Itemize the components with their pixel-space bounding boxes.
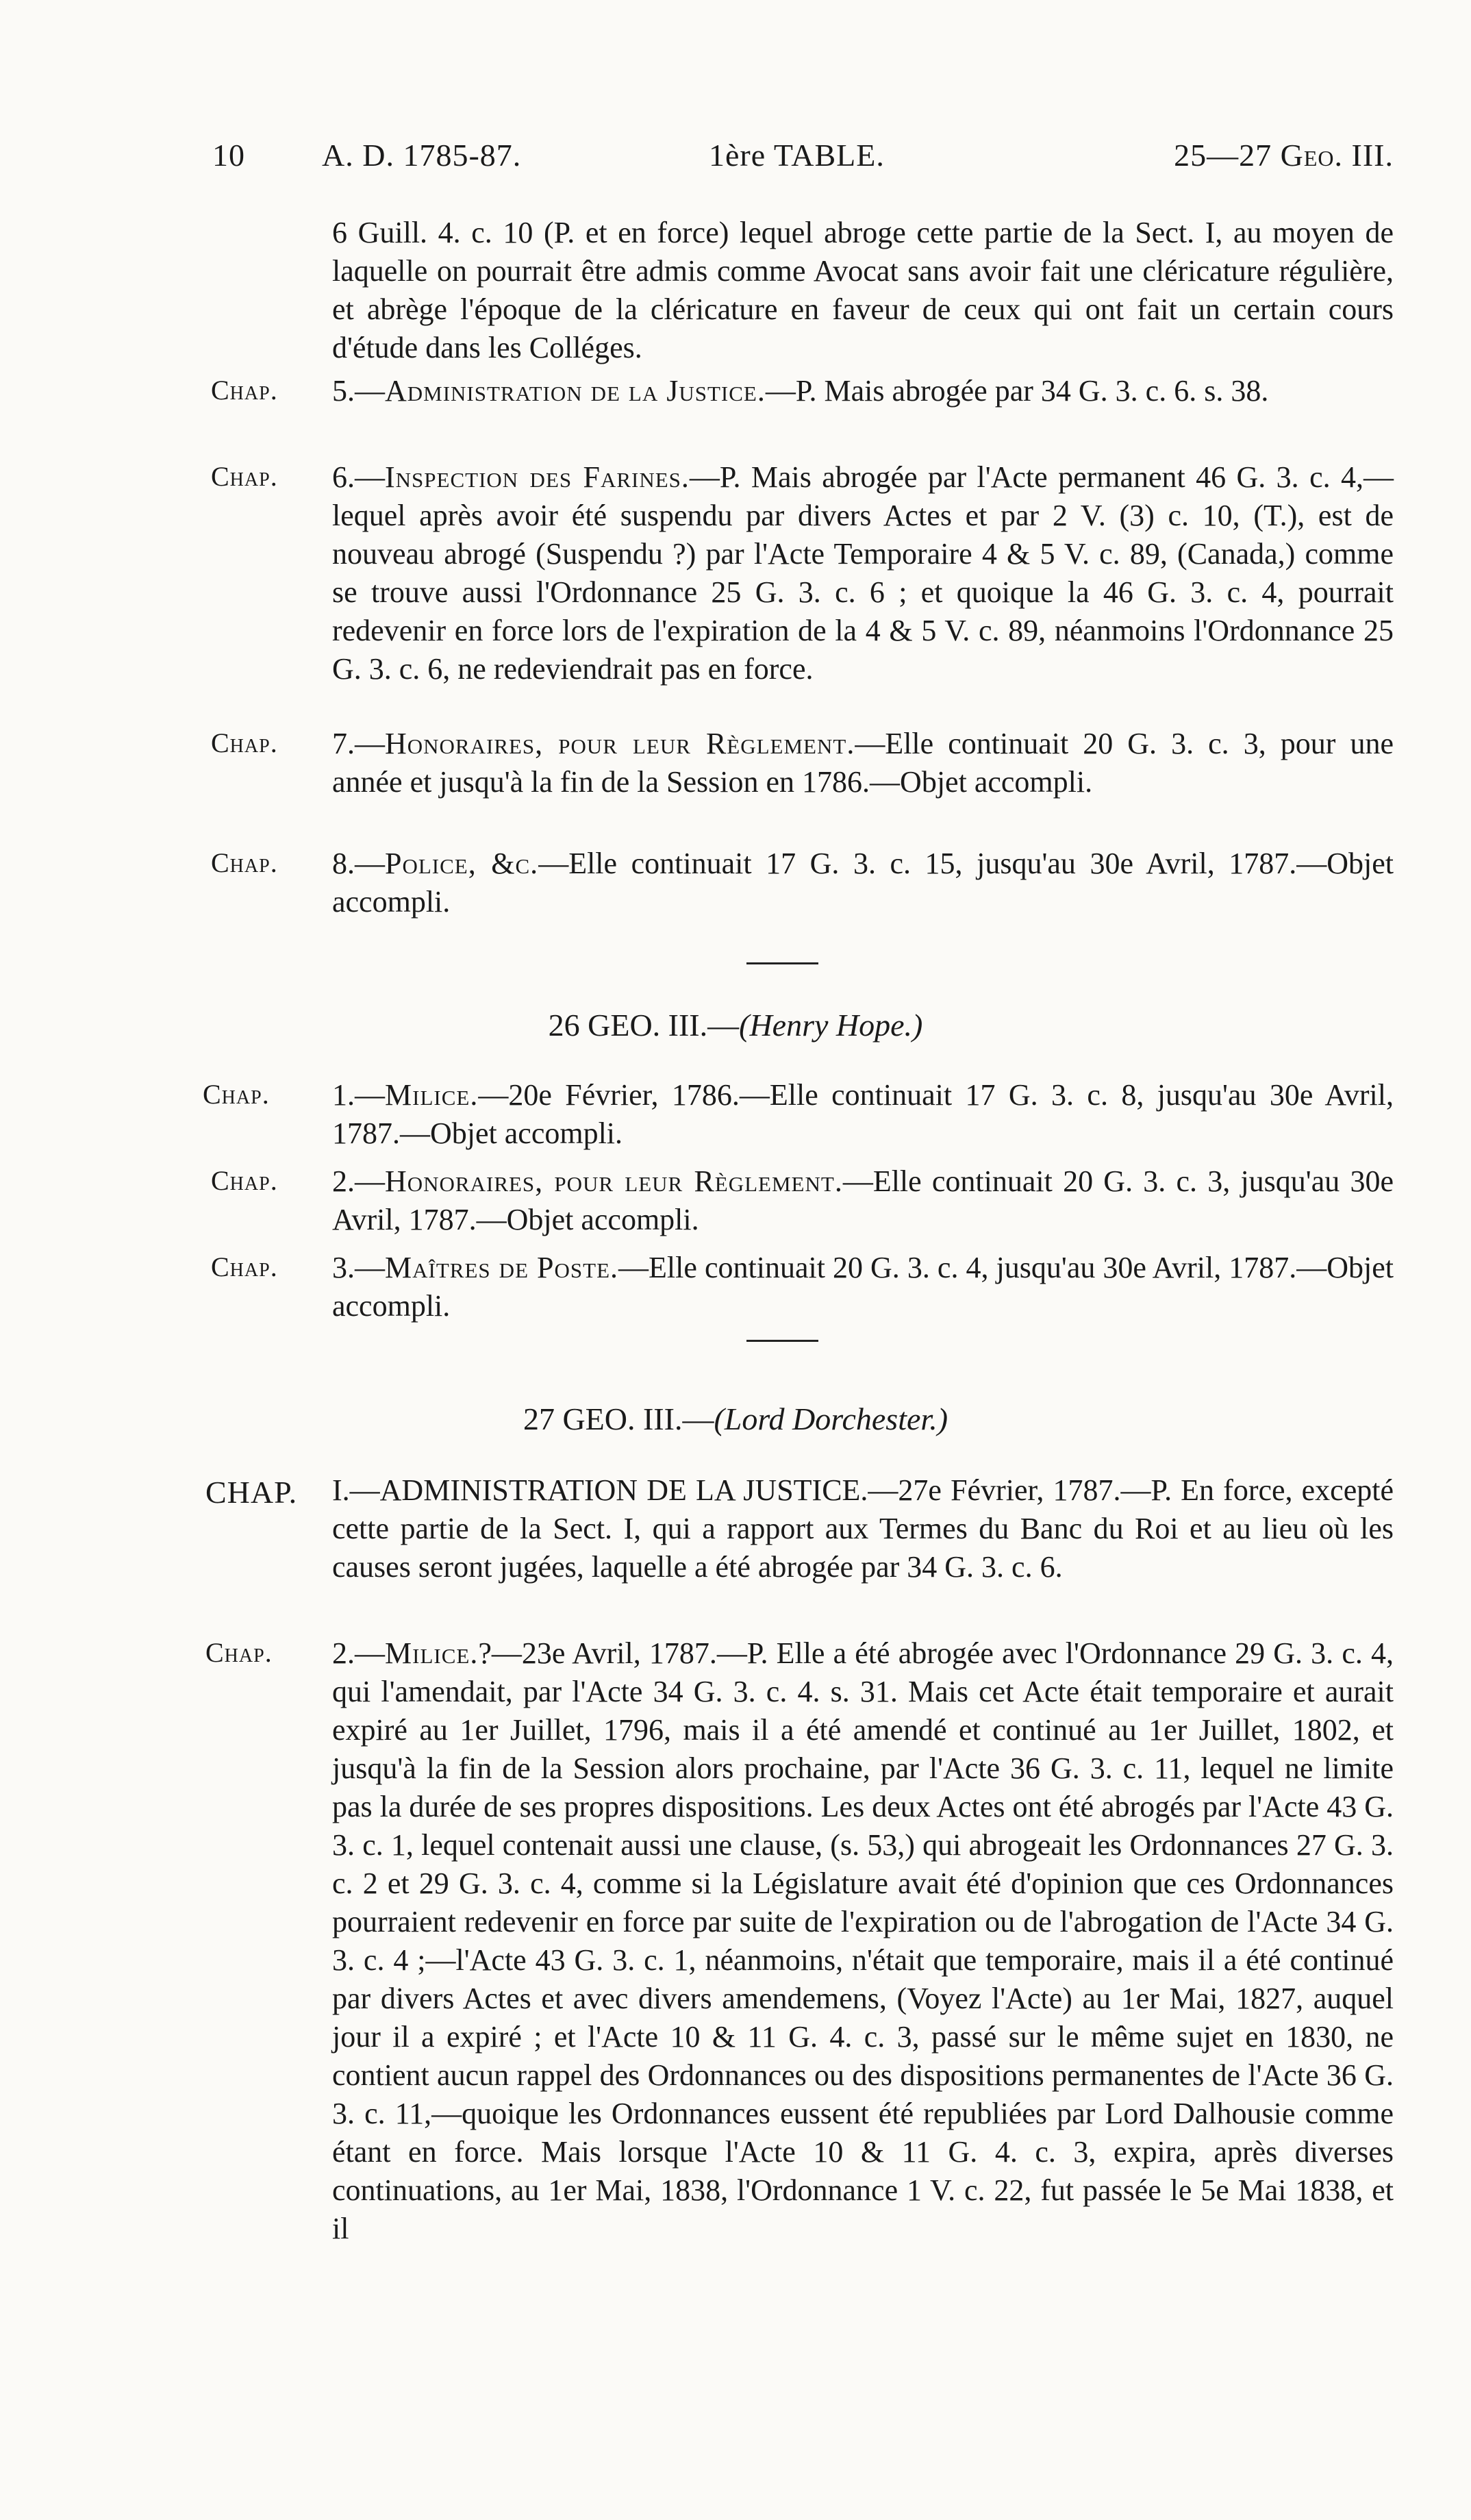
entry-25-5 (332, 372, 1394, 410)
entry-25-8 (332, 845, 1394, 921)
entry-title: Maîtres de Poste. (385, 1251, 619, 1284)
entry-number: 2.— (332, 1636, 385, 1670)
reign-year: 26 GEO. III.— (548, 1008, 740, 1043)
entry-number: 5.— (332, 374, 385, 408)
entry-text: —P. Mais abrogée par 34 G. 3. c. 6. s. 38. (765, 374, 1269, 408)
header-reign: 25—27 Geo. III. (1174, 138, 1394, 173)
entry-text: —20e Février, 1786.—Elle continuait 17 G. 3. c. 8, jusqu'au 30e Avril, 1787.—Objet accompli. (332, 1078, 1394, 1150)
chap-label: Chap. (211, 375, 278, 406)
reign-year: 27 GEO. III.— (523, 1401, 714, 1436)
chap-label: Chap. (211, 461, 278, 492)
chap-label: Chap. (211, 1251, 278, 1282)
entry-number: I.— (332, 1473, 380, 1507)
entry-title: Honoraires, pour leur Règlement. (385, 1164, 843, 1198)
entry-title: Inspection des Farines. (385, 460, 690, 494)
entry-25-6 (332, 458, 1394, 688)
running-header (212, 137, 1394, 178)
entry-27-1 (332, 1471, 1394, 1586)
entry-number: 8.— (332, 847, 385, 880)
entry-title: Milice. (385, 1078, 479, 1112)
entry-title: Milice. (385, 1636, 479, 1670)
entry-text: —Elle continuait 17 G. 3. c. 15, jusqu'au 30e Avril, 1787.—Objet accompli. (332, 847, 1394, 919)
entry-27-2 (332, 1634, 1394, 2248)
chap-label: Chap. (211, 847, 278, 878)
section-27-title (0, 1401, 1471, 1437)
entry-26-1 (332, 1076, 1394, 1153)
entry-number: 7.— (332, 727, 385, 760)
entry-title: Administration de la Justice. (385, 374, 766, 408)
entry-title: Honoraires, pour leur Règlement. (385, 727, 855, 760)
chap-label: Chap. (211, 727, 278, 758)
chap-label: Chap. (205, 1637, 273, 1668)
page-number: 10 (212, 138, 245, 173)
entry-title: Police, &c. (385, 847, 539, 880)
section-divider (746, 1340, 818, 1342)
section-26-title (0, 1007, 1471, 1043)
entry-25-7 (332, 725, 1394, 801)
entry-number: 6.— (332, 460, 385, 494)
entry-text: —Elle continuait 20 G. 3. c. 3, jusqu'au 30e Avril, 1787.—Objet accompli. (332, 1164, 1394, 1236)
header-table-title: 1ère TABLE. (709, 138, 885, 173)
entry-text: —Elle continuait 20 G. 3. c. 4, jusqu'au 30e Avril, 1787.—Objet accompli. (332, 1251, 1394, 1323)
governor-name: (Henry Hope.) (739, 1008, 923, 1043)
intro-paragraph: 6 Guill. 4. c. 10 (P. et en force) lequel abroge cette partie de la Sect. I, au moyen de laquelle on pourrait être admis comme Avocat sans avoir fait une cléricature régulière, et abrège l'époque de la cléricature en faveur de ceux qui ont fait un certain cours d'étude dans les Colléges. (332, 216, 1394, 364)
chap-label: CHAP. (205, 1475, 298, 1510)
entry-text: —Elle continuait 20 G. 3. c. 3, pour une année et jusqu'à la fin de la Session en 1786.—Objet accompli. (332, 727, 1394, 799)
chap-label: Chap. (203, 1079, 270, 1110)
chap-label: Chap. (211, 1165, 278, 1196)
entry-number: 3.— (332, 1251, 385, 1284)
entry-title: ADMINISTRATION DE LA JUSTICE. (379, 1473, 868, 1507)
entry-text: —P. Mais abrogée par l'Acte permanent 46 G. 3. c. 4,—lequel après avoir été suspendu par divers Actes et par 2 V. (3) c. 10, (T.), est de nouveau abrogé (Suspendu ?) par l'Acte Temporaire 4 & 5 V. c. 89, (Canada,) comme se trouve aussi l'Ordonnance 25 G. 3. c. 6 ; et quoique la 46 G. 3. c. 4, pourrait redevenir en force lors de l'expiration de la 4 & 5 V. c. 89, néanmoins l'Ordonnance 25 G. 3. c. 6, ne redeviendrait pas en force. (332, 460, 1394, 686)
entry-number: 1.— (332, 1078, 385, 1112)
entry-text: ?—23e Avril, 1787.—P. Elle a été abrogée avec l'Ordonnance 29 G. 3. c. 4, qui l'amendait, par l'Acte 34 G. 3. c. 4. s. 31. Mais cet Acte était temporaire et aurait expiré au 1er Juillet, 1796, mais il a été amendé et continué au 1er Juillet, 1802, et jusqu'à la fin de la Session alors prochaine, par l'Acte 36 G. 3. c. 11, lequel ne limite pas la durée de ses propres dispositions. Les deux Actes ont été abrogés par l'Acte 43 G. 3. c. 1, lequel contenait aussi une clause, (s. 53,) qui abrogeait les Ordonnances 27 G. 3. c. 2 et 29 G. 3. c. 4, comme si la Législature avait été d'opinion que ces Ordonnances pourraient redevenir en force par suite de l'expiration ou de l'abrogation de l'Acte 34 G. 3. c. 4 ;—l'Acte 43 G. 3. c. 1, néanmoins, n'était que temporaire, mais il a été continué par divers Actes et avec divers amendemens, (Voyez l'Acte) au 1er Mai, 1827, auquel jour il a expiré ; et l'Acte 10 & 11 G. 4. c. 3, passé sur le même sujet en 1830, ne contient aucun rappel des Ordonnances ou des dispositions permanentes de l'Acte 36 G. 3. c. 11,—quoique les Ordonnances eussent été republiées par Lord Dalhousie comme étant en force. Mais lorsque l'Acte 10 & 11 G. 4. c. 3, expira, après diverses continuations, au 1er Mai, 1838, l'Ordonnance 1 V. c. 22, fut passée le 5e Mai 1838, et il (332, 1636, 1394, 2245)
entry-26-3 (332, 1249, 1394, 1325)
entry-26-2 (332, 1162, 1394, 1239)
governor-name: (Lord Dorchester.) (714, 1401, 948, 1436)
entry-number: 2.— (332, 1164, 385, 1198)
section-divider (746, 962, 818, 964)
entry-text: —27e Février, 1787.—P. En force, excepté cette partie de la Sect. I, qui a rapport aux Termes du Banc du Roi et au lieu où les causes seront jugées, laquelle a été abrogée par 34 G. 3. c. 6. (332, 1473, 1394, 1584)
header-date-range: A. D. 1785-87. (322, 138, 522, 173)
